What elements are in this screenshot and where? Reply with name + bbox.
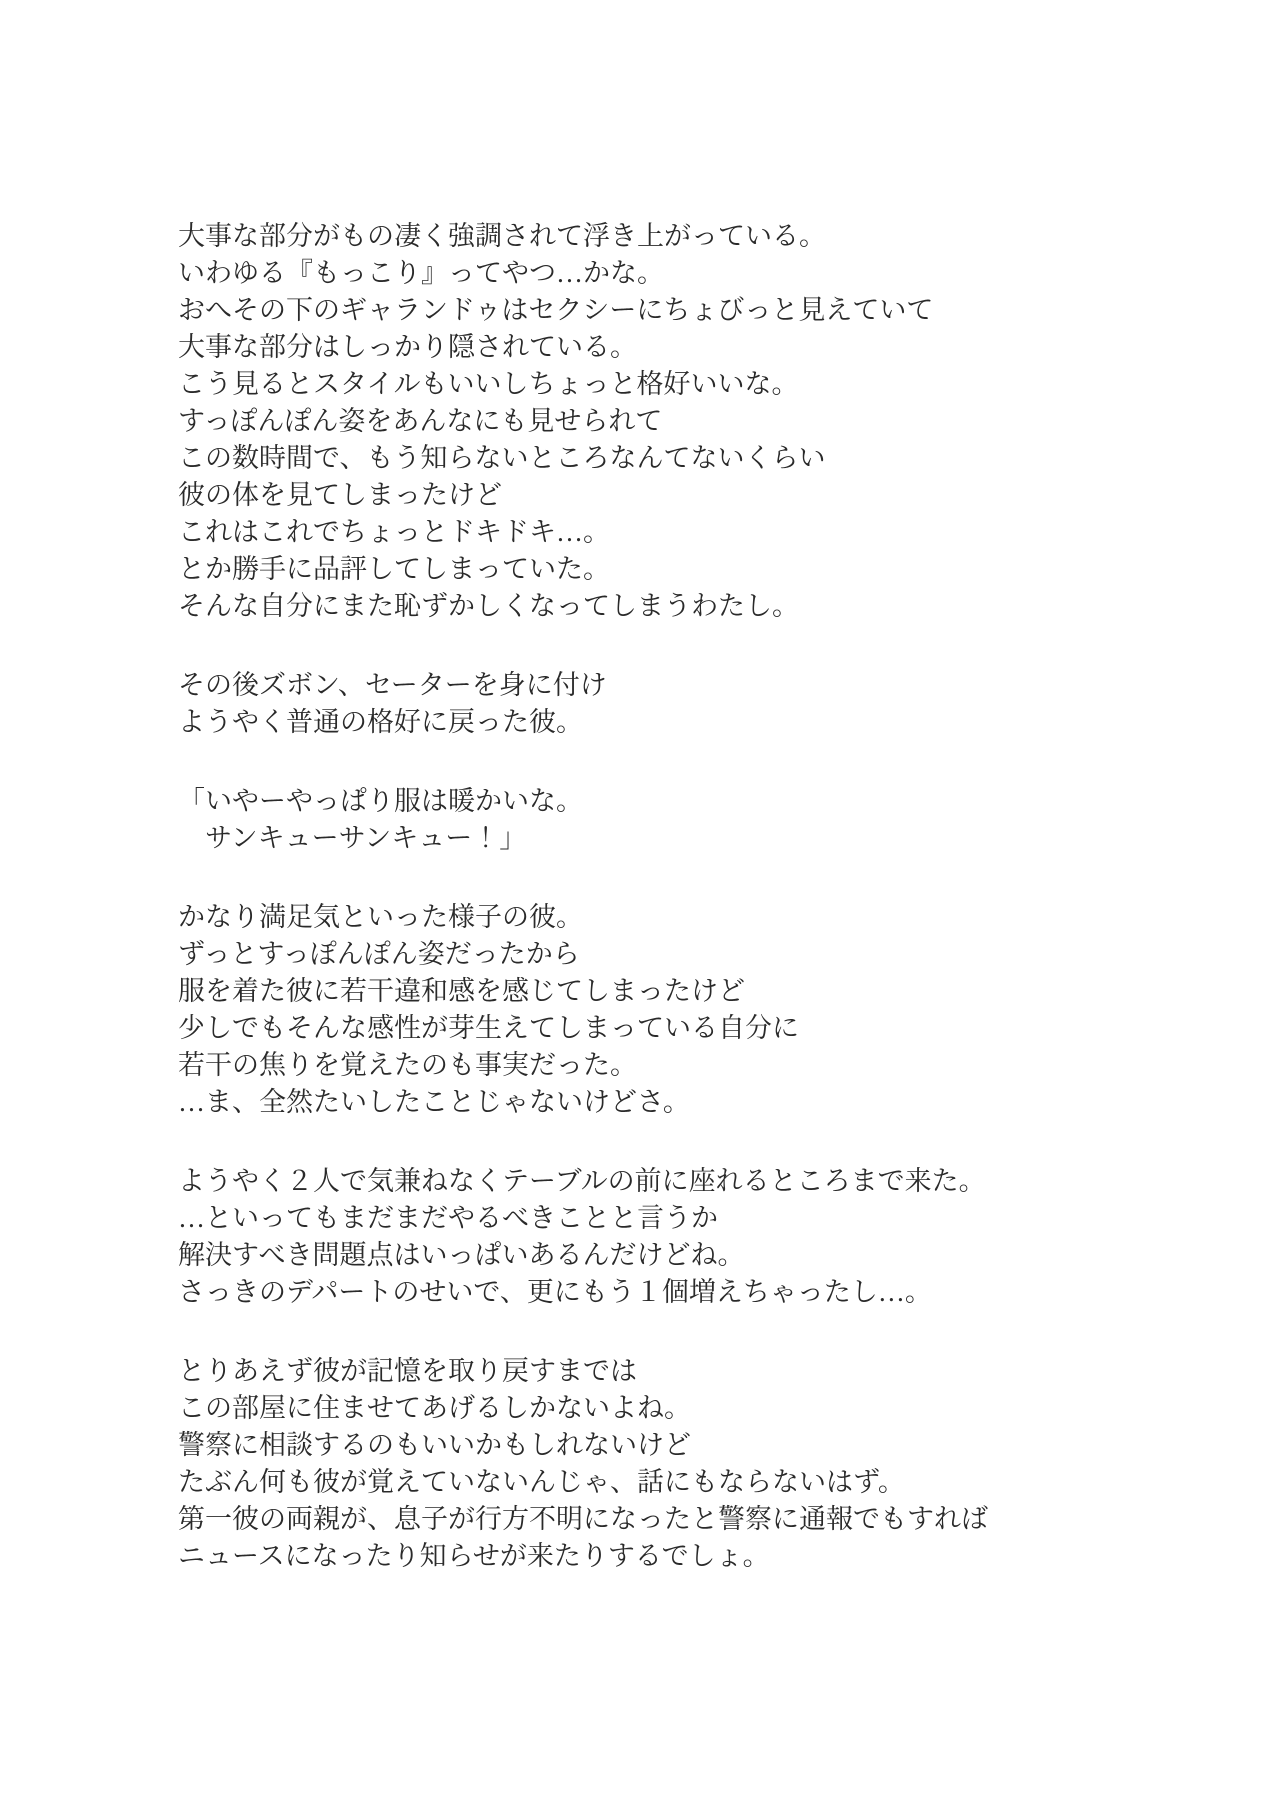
text-line: 大事な部分がもの凄く強調されて浮き上がっている。 bbox=[178, 221, 826, 251]
text-line: おへその下のギャランドゥはセクシーにちょびっと見えていて bbox=[178, 295, 934, 325]
text-line: この部屋に住ませてあげるしかないよね。 bbox=[178, 1393, 691, 1423]
text-line: 第一彼の両親が、息子が行方不明になったと警察に通報でもすれば bbox=[178, 1504, 988, 1534]
text-line: すっぽんぽん姿をあんなにも見せられて bbox=[178, 406, 663, 436]
text-line: こう見るとスタイルもいいしちょっと格好いいな。 bbox=[178, 369, 799, 399]
text-line: …といってもまだまだやるべきことと言うか bbox=[178, 1203, 718, 1233]
text-line: さっきのデパートのせいで、更にもう１個増えちゃったし…。 bbox=[178, 1277, 932, 1307]
text-line: その後ズボン、セーターを身に付け bbox=[178, 670, 607, 700]
text-line: ようやく２人で気兼ねなくテーブルの前に座れるところまで来た。 bbox=[178, 1166, 986, 1196]
paragraph bbox=[178, 1353, 1138, 1575]
text-line: サンキューサンキュー！」 bbox=[178, 823, 527, 853]
text-line: 解決すべき問題点はいっぱいあるんだけどね。 bbox=[178, 1240, 745, 1270]
paragraph bbox=[178, 899, 1138, 1121]
text-line: ずっとすっぽんぽん姿だったから bbox=[178, 939, 580, 969]
text-line: 若干の焦りを覚えたのも事実だった。 bbox=[178, 1050, 637, 1080]
text-line: 服を着た彼に若干違和感を感じてしまったけど bbox=[178, 976, 745, 1006]
text-line: この数時間で、もう知らないところなんてないくらい bbox=[178, 443, 826, 473]
text-line: これはこれでちょっとドキドキ…。 bbox=[178, 517, 610, 547]
text-line: たぶん何も彼が覚えていないんじゃ、話にもならないはず。 bbox=[178, 1467, 905, 1497]
paragraph bbox=[178, 667, 1138, 741]
paragraph-dialogue bbox=[178, 783, 1138, 857]
text-line: 「いやーやっぱり服は暖かいな。 bbox=[178, 786, 583, 816]
paragraph bbox=[178, 1163, 1138, 1311]
text-line: かなり満足気といった様子の彼。 bbox=[178, 902, 583, 932]
text-line: ようやく普通の格好に戻った彼。 bbox=[178, 707, 583, 737]
text-line: そんな自分にまた恥ずかしくなってしまうわたし。 bbox=[178, 591, 799, 621]
paragraph bbox=[178, 218, 1138, 625]
text-line: ニュースになったり知らせが来たりするでしょ。 bbox=[178, 1541, 770, 1571]
text-line: 少しでもそんな感性が芽生えてしまっている自分に bbox=[178, 1013, 799, 1043]
text-line: 警察に相談するのもいいかもしれないけど bbox=[178, 1430, 691, 1460]
text-line: …ま、全然たいしたことじゃないけどさ。 bbox=[178, 1087, 690, 1117]
text-line: 彼の体を見てしまったけど bbox=[178, 480, 502, 510]
text-line: とか勝手に品評してしまっていた。 bbox=[178, 554, 610, 584]
text-line: いわゆる『もっこり』ってやつ…かな。 bbox=[178, 258, 664, 288]
text-line: とりあえず彼が記憶を取り戻すまでは bbox=[178, 1356, 637, 1386]
text-line: 大事な部分はしっかり隠されている。 bbox=[178, 332, 637, 362]
body-text bbox=[178, 218, 1138, 1617]
